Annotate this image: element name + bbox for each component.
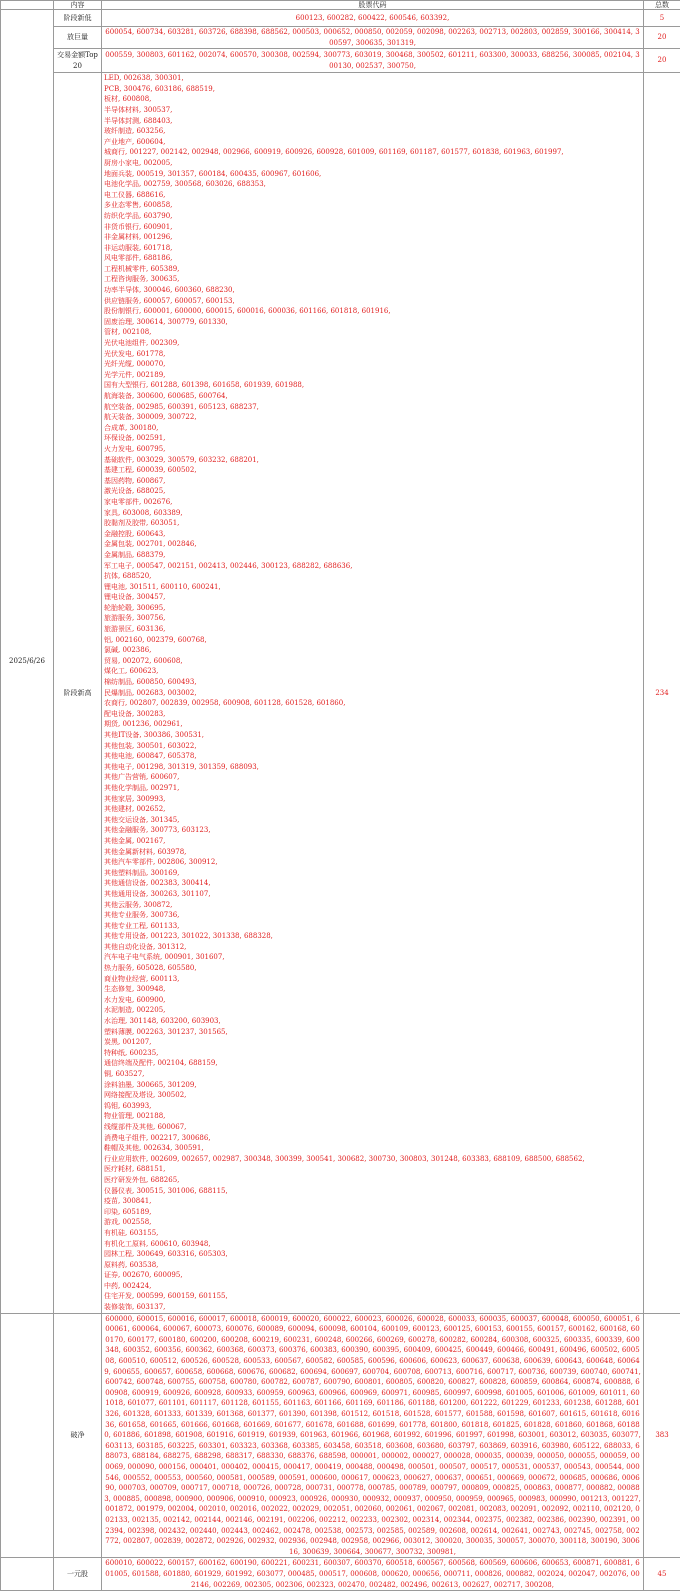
row-label: 阶段新高 bbox=[54, 73, 102, 1313]
sector-line: 半导体封测, 688403, bbox=[104, 116, 641, 127]
sector-line: 功率半导体, 300046, 600360, 688230, bbox=[104, 285, 641, 296]
sector-line: 炭黑, 001207, bbox=[104, 1037, 641, 1048]
sector-line: 轮胎轮毂, 300695, bbox=[104, 603, 641, 614]
row-label: 交易金额Top20 bbox=[54, 49, 102, 73]
row-broken-net bbox=[1, 1313, 680, 1558]
sector-line: 其他家居, 300993, bbox=[104, 794, 641, 805]
sector-line: 其他塑料制品, 300169, bbox=[104, 868, 641, 879]
sector-line: 其他电池, 600847, 605378, bbox=[104, 751, 641, 762]
sector-line: 基础软件, 003029, 300579, 603232, 688201, bbox=[104, 455, 641, 466]
row-one-yuan bbox=[1, 1558, 680, 1591]
sector-line: 光纤光缆, 000070, bbox=[104, 359, 641, 370]
row-top20 bbox=[1, 49, 680, 73]
sector-line: 旅游景区, 603136, bbox=[104, 624, 641, 635]
sector-line: 特种纸, 600235, bbox=[104, 1048, 641, 1059]
sector-line: 其他建材, 002652, bbox=[104, 804, 641, 815]
sector-line: 贸易, 002072, 600608, bbox=[104, 656, 641, 667]
sector-list bbox=[102, 73, 644, 1313]
sector-line: 其他云服务, 300872, bbox=[104, 900, 641, 911]
sector-line: 纺织化学品, 603790, bbox=[104, 211, 641, 222]
sector-line: 其他化学制品, 002971, bbox=[104, 783, 641, 794]
sector-line: 民爆制品, 002683, 003002, bbox=[104, 688, 641, 699]
sector-line: 玻纤制造, 603256, bbox=[104, 126, 641, 137]
sector-line: 股份制银行, 600001, 600000, 600015, 600016, 600036, 601166, 601818, 601916, bbox=[104, 306, 641, 317]
sector-line: 其他IT设备, 300386, 300531, bbox=[104, 730, 641, 741]
sector-line: 城商行, 001227, 002142, 002948, 002966, 600919, 600926, 600928, 601009, 601169, 601187, 601577, 601838, 601963, 601997, bbox=[104, 147, 641, 158]
sector-line: 其他专业服务, 300736, bbox=[104, 910, 641, 921]
sector-line: 光学元件, 002189, bbox=[104, 370, 641, 381]
sector-line: 激光设备, 688025, bbox=[104, 486, 641, 497]
sector-line: 通信终端及配件, 002104, 688159, bbox=[104, 1058, 641, 1069]
sector-line: 汽车电子电气系统, 000901, 301607, bbox=[104, 952, 641, 963]
sector-line: 国有大型银行, 601288, 601398, 601658, 601939, 601988, bbox=[104, 380, 641, 391]
sector-line: 金属制品, 688379, bbox=[104, 550, 641, 561]
sector-line: 煤化工, 600623, bbox=[104, 666, 641, 677]
sector-line: 非货币银行, 600901, bbox=[104, 222, 641, 233]
sector-line: 其他专业工程, 601133, bbox=[104, 921, 641, 932]
header-total: 总数 bbox=[644, 1, 680, 10]
sector-line: 地面兵装, 000519, 301357, 600184, 600435, 600967, 601606, bbox=[104, 169, 641, 180]
sector-line: 电池化学品, 002759, 300568, 603026, 688353, bbox=[104, 179, 641, 190]
sector-line: 期货, 001236, 002961, bbox=[104, 719, 641, 730]
sector-line: 行业应用软件, 002609, 002657, 002987, 300348, 300399, 300541, 300682, 300730, 300803, 301248, 603383, 688109, 688500, 688562, bbox=[104, 1154, 641, 1165]
sector-line: 金属包装, 002701, 002846, bbox=[104, 539, 641, 550]
sector-line: 医疗研发外包, 688265, bbox=[104, 1175, 641, 1186]
header-row bbox=[1, 1, 680, 10]
sector-line: 消费电子组件, 002217, 300686, bbox=[104, 1133, 641, 1144]
sector-line: 航空装备, 002985, 600391, 605123, 688237, bbox=[104, 402, 641, 413]
sector-line: 基因药物, 600867, bbox=[104, 476, 641, 487]
sector-line: 其他交运设备, 301345, bbox=[104, 815, 641, 826]
sector-line: 其他金融服务, 300773, 603123, bbox=[104, 825, 641, 836]
header-codes: 股票代码 bbox=[102, 1, 644, 10]
total-count: 5 bbox=[644, 10, 680, 27]
sector-line: 印染, 605189, bbox=[104, 1207, 641, 1218]
sector-line: 锂电池, 301511, 600110, 600241, bbox=[104, 582, 641, 593]
total-count: 234 bbox=[644, 73, 680, 1313]
sector-line: 旅游服务, 300756, bbox=[104, 613, 641, 624]
sector-line: 水治理, 301148, 603200, 603903, bbox=[104, 1016, 641, 1027]
sector-line: 抗体, 688520, bbox=[104, 571, 641, 582]
date-cell-empty bbox=[1, 1558, 54, 1591]
sector-line: 板材, 600808, bbox=[104, 94, 641, 105]
header-date bbox=[1, 1, 54, 10]
sector-line: 其他专用设备, 001223, 301022, 301338, 688328, bbox=[104, 931, 641, 942]
sector-line: 光伏电池组件, 002309, bbox=[104, 338, 641, 349]
sector-line: 装修装饰, 603137, bbox=[104, 1302, 641, 1313]
sector-line: 线缆部件及其他, 600067, bbox=[104, 1122, 641, 1133]
sector-line: 其他广告营销, 600607, bbox=[104, 772, 641, 783]
sector-line: 家电零部件, 002676, bbox=[104, 497, 641, 508]
sector-line: 疫苗, 300841, bbox=[104, 1196, 641, 1207]
row-label: 破净 bbox=[54, 1313, 102, 1558]
sector-line: 鞋帽及其他, 002634, 300591, bbox=[104, 1143, 641, 1154]
sector-line: 半导体材料, 300537, bbox=[104, 105, 641, 116]
stock-codes: 600054, 600734, 603281, 603726, 688398, 688562, 000503, 000652, 000850, 002059, 002098, 002263, 002713, 002803, 002859, 300166, 300414, 300597, 300635, 301319, bbox=[102, 27, 644, 49]
row-stage-low bbox=[1, 10, 680, 27]
sector-line: 水泥制造, 002205, bbox=[104, 1005, 641, 1016]
sector-line: 其他电子, 001298, 301319, 301359, 688093, bbox=[104, 762, 641, 773]
sector-line: 热力服务, 605028, 605580, bbox=[104, 963, 641, 974]
row-stage-high bbox=[1, 73, 680, 1313]
sector-line: 其他金属, 002167, bbox=[104, 836, 641, 847]
sector-line: 钨钼, 603993, bbox=[104, 1101, 641, 1112]
row-label: 放巨量 bbox=[54, 27, 102, 49]
sector-line: 其他自动化设备, 301312, bbox=[104, 942, 641, 953]
sector-line: 航天装备, 300009, 300722, bbox=[104, 412, 641, 423]
sector-line: 电工仪器, 688616, bbox=[104, 190, 641, 201]
sector-line: 原料药, 603538, bbox=[104, 1260, 641, 1271]
sector-line: 工程咨询服务, 300635, bbox=[104, 274, 641, 285]
stock-codes: 600000, 600015, 600016, 600017, 600018, 600019, 600020, 600022, 600023, 600026, 600028, 600033, 600035, 600037, 600048, 600050, 600051, 600061, 600064, 600067, 600073, 600076, 600089, 600094, 600098, 600104, 600109, 600123, 600125, 600153, 600155, 600157, 600162, 600168, 600170, 600177, 600180, 600200, 600208, 600219, 600231, 600248, 600266, 600269, 600278, 600282, 600284, 600308, 600325, 600335, 600339, 600348, 600352, 600356, 600362, 600368, 600373, 600376, 600383, 600390, 600395, 600409, 600425, 600449, 600466, 600491, 600496, 600502, 600508, 600510, 600512, 600526, 600528, 600533, 600567, 600582, 600585, 600596, 600606, 600623, 600637, 600638, 600639, 600643, 600648, 600649, 600655, 600657, 600658, 600668, 600676, 600682, 600694, 600697, 600704, 600708, 600713, 600716, 600717, 600736, 600739, 600740, 600741, 600742, 600748, 600755, 600758, 600780, 600782, 600787, 600790, 600801, 600805, 600820, 600827, 600828, 600859, 600864, 600874, 600888, 600908, 600919, 600926, 600928, 600933, 600959, 600963, 600966, 600969, 600971, 600985, 600997, 600998, 601005, 601006, 601009, 601011, 601018, 601077, 601101, 601117, 601128, 601155, 601163, 601166, 601169, 601186, 601188, 601200, 601222, 601229, 601233, 601238, 601288, 601326, 601328, 601333, 601339, 601368, 601377, 601390, 601398, 601512, 601518, 601528, 601577, 601588, 601598, 601607, 601615, 601618, 601636, 601658, 601665, 601666, 601668, 601669, 601677, 601678, 601688, 601699, 601778, 601800, 601818, 601825, 601828, 601860, 601868, 601880, 601886, 601898, 601908, 601916, 601919, 601939, 601963, 601966, 601968, 601992, 601996, 601997, 601998, 603001, 603012, 603035, 603077, 603113, 603185, 603225, 603301, 603323, 603368, 603385, 603458, 603518, 603608, 603680, 603797, 603869, 603916, 603980, 605122, 688033, 688073, 688184, 688275, 688298, 688317, 688330, 688376, 688598, 000001, 000002, 000027, 000028, 000035, 000039, 000050, 000055, 000059, 000069, 000090, 000156, 000401, 000402, 000415, 000417, 000419, 000488, 000498, 000501, 000507, 000517, 000531, 000537, 000543, 000544, 000546, 000552, 000553, 000560, 000581, 000589, 000591, 000600, 000617, 000623, 000627, 000637, 000651, 000669, 000672, 000685, 000686, 000690, 000703, 000709, 000717, 000718, 000726, 000728, 000731, 000778, 000785, 000789, 000797, 000809, 000825, 000863, 000877, 000882, 000883, 000885, 000898, 000900, 000906, 000910, 000923, 000926, 000930, 000932, 000937, 000950, 000959, 000965, 000983, 000990, 001213, 001227, 001872, 001979, 002004, 002010, 002016, 002022, 002029, 002051, 002060, 002061, 002067, 002081, 002083, 002091, 002092, 002110, 002120, 002133, 002135, 002142, 002144, 002146, 002191, 002206, 002212, 002233, 002302, 002314, 002344, 002375, 002382, 002386, 002390, 002391, 002394, 002398, 002432, 002440, 002443, 002462, 002478, 002538, 002573, 002585, 002589, 002608, 002614, 002641, 002743, 002745, 002758, 002772, 002807, 002839, 002872, 002926, 002932, 002936, 002948, 002958, 002966, 003012, 300020, 300035, 300057, 300070, 300118, 300190, 300616, 300639, 300664, 300677, 300732, 300981, bbox=[102, 1313, 644, 1558]
total-count: 383 bbox=[644, 1313, 680, 1558]
sector-line: 配电设备, 300283, bbox=[104, 709, 641, 720]
row-label: 一元股 bbox=[54, 1558, 102, 1591]
total-count: 20 bbox=[644, 49, 680, 73]
sector-line: 铝, 002160, 002379, 600768, bbox=[104, 635, 641, 646]
sector-line: 光伏发电, 601778, bbox=[104, 349, 641, 360]
sector-line: 其他通用设备, 300263, 301107, bbox=[104, 889, 641, 900]
sector-line: 园林工程, 300649, 603316, 605303, bbox=[104, 1249, 641, 1260]
sector-line: 基建工程, 600039, 600502, bbox=[104, 465, 641, 476]
sector-line: 氯碱, 002386, bbox=[104, 645, 641, 656]
sector-line: 其他包装, 300501, 603022, bbox=[104, 741, 641, 752]
total-count: 45 bbox=[644, 1558, 680, 1591]
sector-line: 非运动服装, 601718, bbox=[104, 243, 641, 254]
sector-line: 厨房小家电, 002005, bbox=[104, 158, 641, 169]
sector-line: 工程机械零件, 605389, bbox=[104, 264, 641, 275]
stock-codes: 000559, 300803, 601162, 002074, 600570, 300308, 002594, 300773, 603019, 300468, 300502, 601211, 603300, 300033, 688256, 300085, 002104, 300130, 002537, 300750, bbox=[102, 49, 644, 73]
sector-line: 多业态零售, 600858, bbox=[104, 200, 641, 211]
sector-line: 其他金属新材料, 603978, bbox=[104, 847, 641, 858]
sector-line: 火力发电, 600795, bbox=[104, 444, 641, 455]
sector-line: 网络接配及塔设, 300502, bbox=[104, 1090, 641, 1101]
sector-line: 有机化工原料, 600610, 603948, bbox=[104, 1239, 641, 1250]
sector-line: 胶黏剂及胶带, 603051, bbox=[104, 518, 641, 529]
row-label: 阶段新低 bbox=[54, 10, 102, 27]
sector-line: 有机硅, 603155, bbox=[104, 1228, 641, 1239]
sector-line: 仪器仪表, 300515, 301006, 688115, bbox=[104, 1186, 641, 1197]
sector-line: 合成革, 300180, bbox=[104, 423, 641, 434]
sector-line: 涂料油墨, 300665, 301209, bbox=[104, 1080, 641, 1091]
sector-line: 棉纺制品, 600850, 600493, bbox=[104, 677, 641, 688]
sector-line: 其他汽车零部件, 002806, 300912, bbox=[104, 857, 641, 868]
sector-line: 锂电设备, 300457, bbox=[104, 592, 641, 603]
sector-line: LED, 002638, 300301, bbox=[104, 73, 641, 84]
date-cell-empty bbox=[1, 1313, 54, 1558]
sector-line: 医疗耗材, 688151, bbox=[104, 1164, 641, 1175]
sector-line: 产业地产, 600604, bbox=[104, 137, 641, 148]
stock-codes: 600123, 600282, 600422, 600546, 603392, bbox=[102, 10, 644, 27]
sector-line: 水力发电, 600900, bbox=[104, 995, 641, 1006]
sector-line: 物业管理, 002188, bbox=[104, 1111, 641, 1122]
sector-line: 管材, 002108, bbox=[104, 327, 641, 338]
sector-line: 军工电子, 000547, 002151, 002413, 002446, 300123, 688282, 688636, bbox=[104, 561, 641, 572]
sector-line: 环保设备, 002591, bbox=[104, 433, 641, 444]
header-content: 内容 bbox=[54, 1, 102, 10]
sector-line: 航海装备, 300600, 600685, 600764, bbox=[104, 391, 641, 402]
sector-line: 塑料薄膜, 002263, 301237, 301565, bbox=[104, 1027, 641, 1038]
sector-line: 供应链服务, 600057, 600057, 600153, bbox=[104, 296, 641, 307]
sector-line: 非金属材料, 001296, bbox=[104, 232, 641, 243]
sector-line: 中药, 002424, bbox=[104, 1281, 641, 1292]
row-volume bbox=[1, 27, 680, 49]
sector-line: 农商行, 002807, 002839, 002958, 600908, 601128, 601528, 601860, bbox=[104, 698, 641, 709]
sector-line: 其他通信设备, 002383, 300414, bbox=[104, 878, 641, 889]
sector-line: 生态修复, 300948, bbox=[104, 984, 641, 995]
sector-line: 铜, 603527, bbox=[104, 1069, 641, 1080]
sector-line: 证券, 002670, 600095, bbox=[104, 1270, 641, 1281]
sector-line: PCB, 300476, 603186, 688519, bbox=[104, 84, 641, 95]
stock-codes: 600010, 600022, 600157, 600162, 600190, 600221, 600231, 600307, 600370, 600518, 600567, 600568, 600569, 600606, 600653, 600871, 600881, 601005, 601588, 601880, 601929, 601992, 603077, 000485, 000517, 000608, 000620, 000656, 000711, 000826, 000882, 002024, 002047, 002076, 002146, 002269, 002305, 002306, 002323, 002470, 002482, 002496, 002613, 002627, 002717, 300208, bbox=[102, 1558, 644, 1591]
sector-line: 风电零部件, 688186, bbox=[104, 253, 641, 264]
sector-line: 固废治理, 300614, 300779, 601330, bbox=[104, 317, 641, 328]
sector-line: 金融控股, 600643, bbox=[104, 529, 641, 540]
sector-line: 住宅开发, 000599, 600159, 601155, bbox=[104, 1291, 641, 1302]
sector-line: 家具, 603008, 603389, bbox=[104, 508, 641, 519]
sector-line: 商业物业经营, 600113, bbox=[104, 974, 641, 985]
sector-line: 游戏, 002558, bbox=[104, 1217, 641, 1228]
total-count: 20 bbox=[644, 27, 680, 49]
date-cell: 2025/6/26 bbox=[1, 10, 54, 1314]
